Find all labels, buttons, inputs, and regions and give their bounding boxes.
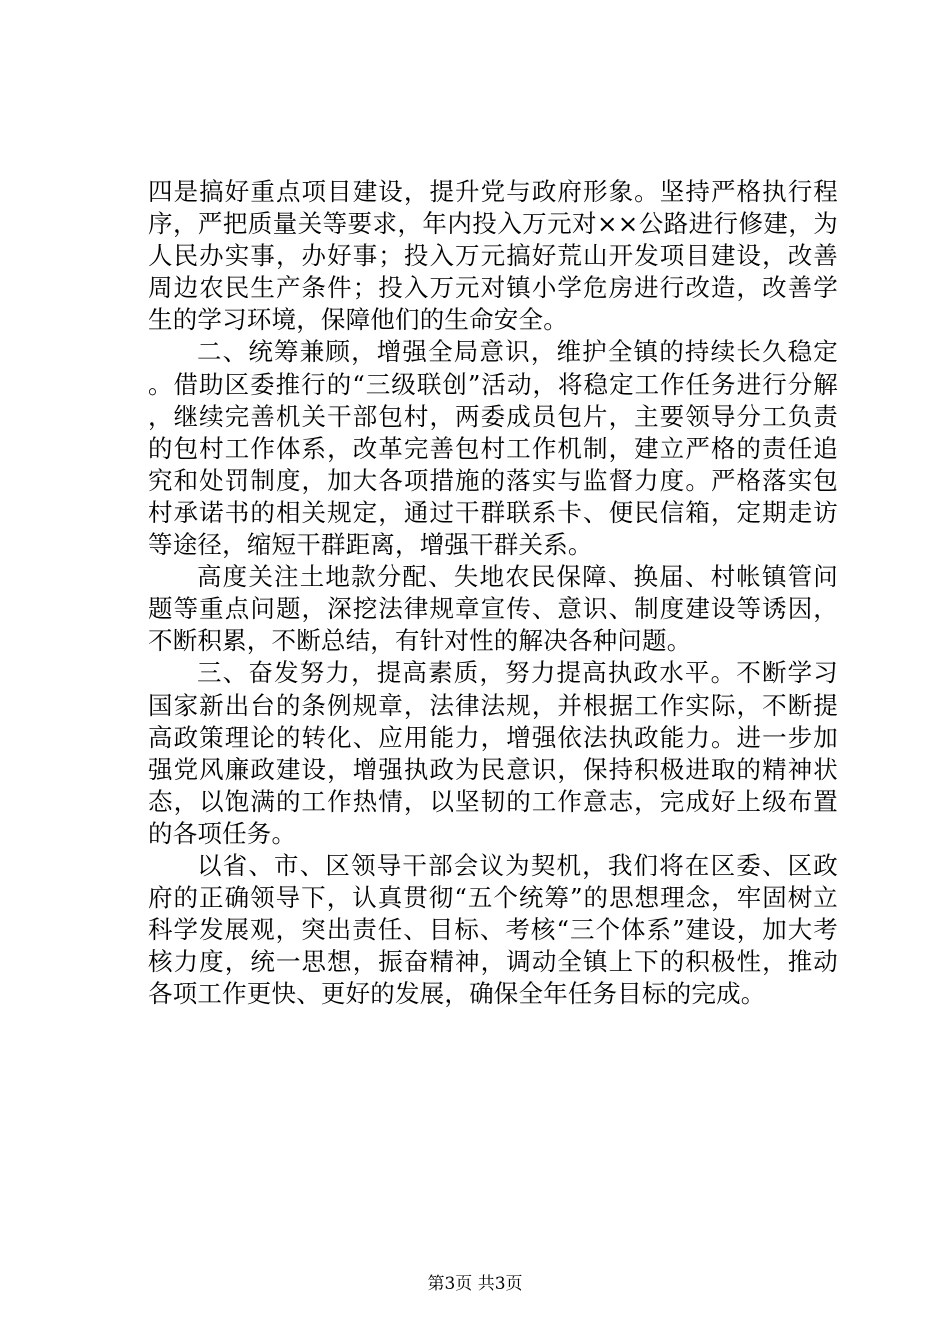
paragraph-5: 以省、市、区领导干部会议为契机，我们将在区委、区政府的正确领导下，认真贯彻“五个统筹”的思想理念，牢固树立科学发展观，突出责任、目标、考核“三个体系”建设，加大考核力度，统一思想，振奋精神，调动全镇上下的积极性，推动各项工作更快、更好的发展，确保全年任务目标的完成。 bbox=[148, 850, 838, 1009]
page-footer: 第3页 共3页 bbox=[427, 1274, 523, 1294]
paragraph-3: 高度关注土地款分配、失地农民保障、换届、村帐镇管问题等重点问题，深挖法律规章宣传、意识、制度建设等诱因，不断积累，不断总结，有针对性的解决各种问题。 bbox=[148, 562, 838, 656]
document-body bbox=[148, 176, 838, 1010]
paragraph-4: 三、奋发努力，提高素质，努力提高执政水平。不断学习国家新出台的条例规章，法律法规，并根据工作实际，不断提高政策理论的转化、应用能力，增强依法执政能力。进一步加强党风廉政建设，增强执政为民意识，保持积极进取的精神状态，以饱满的工作热情，以坚韧的工作意志，完成好上级布置的各项任务。 bbox=[148, 658, 838, 848]
paragraph-2: 二、统筹兼顾，增强全局意识，维护全镇的持续长久稳定。借助区委推行的“三级联创”活动，将稳定工作任务进行分解，继续完善机关干部包村，两委成员包片，主要领导分工负责的包村工作体系，改革完善包村工作机制，建立严格的责任追究和处罚制度，加大各项措施的落实与监督力度。严格落实包村承诺书的相关规定，通过干群联系卡、便民信箱，定期走访等途径，缩短干群距离，增强干群关系。 bbox=[148, 337, 838, 560]
paragraph-1: 四是搞好重点项目建设，提升党与政府形象。坚持严格执行程序，严把质量关等要求，年内投入万元对××公路进行修建，为人民办实事，办好事；投入万元搞好荒山开发项目建设，改善周边农民生产条件；投入万元对镇小学危房进行改造，改善学生的学习环境，保障他们的生命安全。 bbox=[148, 177, 838, 335]
